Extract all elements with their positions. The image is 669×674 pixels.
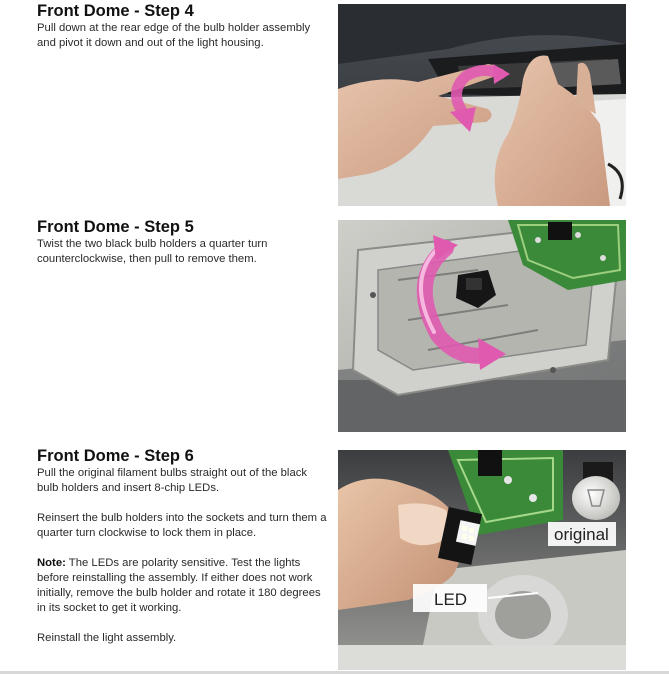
step-6-text [37, 448, 329, 646]
step-6-instructions-1: Pull the original filament bulbs straight out of the black bulb holders and insert 8-chip LEDs. [37, 467, 308, 494]
note-text: The LEDs are polarity sensitive. Test the lights before reinstalling the assembly. If either does not work initially, remove the bulb holder and rotate it 180 degrees in its socket to get it working. [37, 557, 321, 614]
step-4-text [37, 3, 329, 51]
step-4-photo [338, 4, 626, 206]
step-6-note [37, 556, 329, 616]
step-6-title: Front Dome - Step 6 [37, 447, 194, 465]
step-5-instructions: Twist the two black bulb holders a quarter turn counterclockwise, then pull to remove them. [37, 238, 268, 265]
led-label: LED [434, 590, 468, 609]
note-label: Note: [37, 557, 66, 569]
step-4-title: Front Dome - Step 4 [37, 2, 194, 20]
original-label: original [554, 525, 609, 544]
step-5-title: Front Dome - Step 5 [37, 218, 194, 236]
step-5-text [37, 219, 329, 267]
step-6-photo [338, 450, 626, 670]
step-6-instructions-2: Reinsert the bulb holders into the sockets and turn them a quarter turn clockwise to lock them in place. [37, 512, 327, 539]
step-6-final-instruction: Reinstall the light assembly. [37, 632, 177, 644]
step-4-instructions: Pull down at the rear edge of the bulb holder assembly and pivot it down and out of the light housing. [37, 22, 311, 49]
step-5-photo [338, 220, 626, 432]
